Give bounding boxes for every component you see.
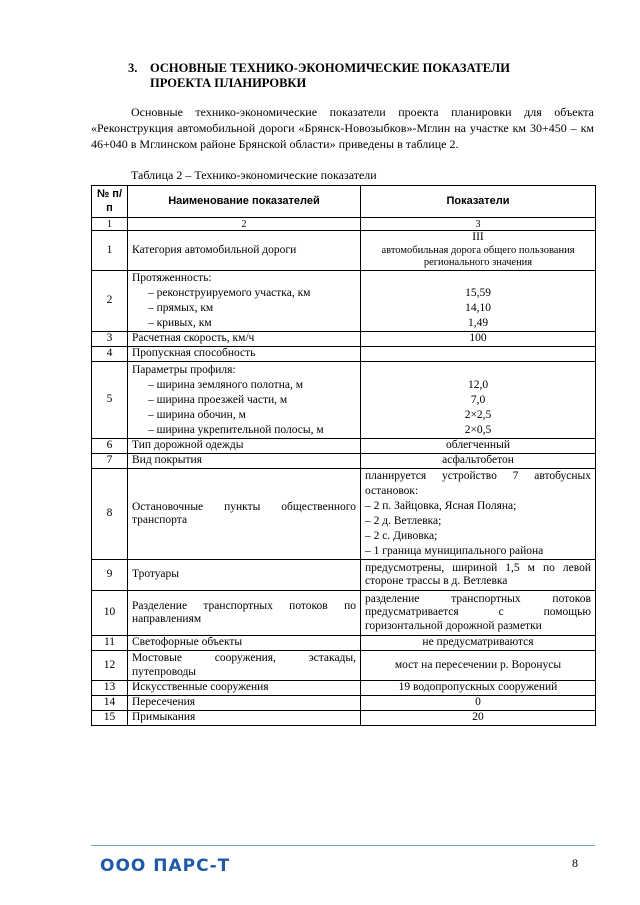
row-name: Тротуары bbox=[128, 560, 361, 591]
row-name: Разделение транспортных потоков по направлениям bbox=[128, 591, 361, 636]
row-name: Светофорные объекты bbox=[128, 636, 361, 651]
row-subvalue: – 1 граница муниципального района bbox=[365, 545, 544, 557]
row-value: предусмотрены, шириной 1,5 м по левой стороне трассы в д. Ветлевка bbox=[361, 560, 596, 591]
intro-paragraph: Основные технико-экономические показатели проекта планировки для объекта «Реконструкция автомобильной дороги «Брянск-Новозыбков»-Мглин на участке км 30+450 – км 46+040 в Мглинском районе Брянской области» приведены в таблице 2. bbox=[91, 105, 594, 151]
row-value-intro: планируется устройство 7 автобусных остановок: bbox=[365, 470, 591, 497]
row-value: разделение транспортных потоков предусматривается с помощью горизонтальной дорожной разметки bbox=[361, 591, 596, 636]
row-name: Категория автомобильной дороги bbox=[128, 231, 361, 271]
page-number: 8 bbox=[572, 856, 578, 870]
table-row bbox=[92, 681, 596, 696]
row-subitem: – прямых, км bbox=[148, 302, 214, 314]
row-subitem: – ширина земляного полотна, м bbox=[148, 378, 303, 391]
table-row bbox=[92, 560, 596, 591]
row-subvalue: 2×2,5 bbox=[464, 408, 492, 421]
row-name bbox=[128, 362, 361, 439]
section-number: 3. bbox=[128, 61, 138, 75]
row-name: Примыкания bbox=[128, 711, 361, 726]
row-value: 0 bbox=[361, 696, 596, 711]
row-subvalue: 15,59 bbox=[465, 287, 491, 299]
table-row bbox=[92, 696, 596, 711]
row-value: 19 водопропускных сооружений bbox=[361, 681, 596, 696]
row-value: асфальтобетон bbox=[361, 454, 596, 469]
row-subitem: – ширина проезжей части, м bbox=[148, 393, 288, 406]
header-name: Наименование показателей bbox=[128, 186, 361, 218]
footer-divider bbox=[91, 845, 595, 846]
table-row bbox=[92, 454, 596, 469]
row-subvalue: 14,10 bbox=[465, 302, 491, 314]
table-row bbox=[92, 362, 596, 439]
row-subvalue: 12,0 bbox=[467, 378, 489, 391]
section-title-line1: ОСНОВНЫЕ ТЕХНИКО-ЭКОНОМИЧЕСКИЕ ПОКАЗАТЕЛИ bbox=[150, 61, 510, 75]
table-row bbox=[92, 231, 596, 271]
row-value bbox=[361, 347, 596, 362]
table-row bbox=[92, 636, 596, 651]
company-logo: ООО ПАРС-Т bbox=[100, 856, 231, 876]
table-header-row bbox=[92, 186, 596, 218]
row-number: 8 bbox=[92, 469, 128, 560]
row-value: мост на пересечении р. Воронусы bbox=[361, 651, 596, 681]
row-name: Пересечения bbox=[128, 696, 361, 711]
row-number: 1 bbox=[92, 231, 128, 271]
table-row bbox=[92, 591, 596, 636]
table-row bbox=[92, 332, 596, 347]
table-row bbox=[92, 271, 596, 332]
index-cell: 3 bbox=[361, 218, 596, 231]
row-number: 15 bbox=[92, 711, 128, 726]
row-subvalue: – 2 с. Дивовка; bbox=[365, 530, 438, 542]
index-cell: 1 bbox=[92, 218, 128, 231]
row-value bbox=[361, 231, 596, 271]
row-value bbox=[361, 469, 596, 560]
row-name bbox=[128, 271, 361, 332]
table-row bbox=[92, 651, 596, 681]
table-row bbox=[92, 469, 596, 560]
row-value: облегченный bbox=[361, 439, 596, 454]
row-number: 3 bbox=[92, 332, 128, 347]
table-row bbox=[92, 347, 596, 362]
row-subvalue: – 2 д. Ветлевка; bbox=[365, 515, 442, 527]
row-number: 9 bbox=[92, 560, 128, 591]
row-number: 6 bbox=[92, 439, 128, 454]
row-subitem: – кривых, км bbox=[148, 317, 212, 329]
table-row bbox=[92, 711, 596, 726]
row-value bbox=[361, 271, 596, 332]
row-number: 14 bbox=[92, 696, 128, 711]
row-name: Расчетная скорость, км/ч bbox=[128, 332, 361, 347]
row-name: Пропускная способность bbox=[128, 347, 361, 362]
row-number: 10 bbox=[92, 591, 128, 636]
row-name: Остановочные пункты общественного транспорта bbox=[128, 469, 361, 560]
row-subitem: – ширина обочин, м bbox=[148, 408, 246, 421]
row-subvalue: 1,49 bbox=[467, 317, 489, 329]
row-value: не предусматриваются bbox=[361, 636, 596, 651]
row-name: Мостовые сооружения, эстакады, путепроводы bbox=[128, 651, 361, 681]
index-cell: 2 bbox=[128, 218, 361, 231]
row-name: Тип дорожной одежды bbox=[128, 439, 361, 454]
row-value: 20 bbox=[361, 711, 596, 726]
header-number: № п/п bbox=[92, 186, 128, 218]
row-number: 13 bbox=[92, 681, 128, 696]
table-index-row bbox=[92, 218, 596, 231]
row-name-title: Протяженность: bbox=[132, 272, 212, 284]
row-subvalue: 2×0,5 bbox=[464, 423, 492, 436]
header-values: Показатели bbox=[361, 186, 596, 218]
row-number: 5 bbox=[92, 362, 128, 439]
table-row bbox=[92, 439, 596, 454]
indicators-table bbox=[91, 185, 596, 726]
row-number: 11 bbox=[92, 636, 128, 651]
row-name-title: Параметры профиля: bbox=[132, 363, 236, 376]
row-subvalue: – 2 п. Зайцовка, Ясная Поляна; bbox=[365, 500, 517, 512]
row-subitem: – реконструируемого участка, км bbox=[148, 287, 311, 299]
row-number: 4 bbox=[92, 347, 128, 362]
row-subvalue: 7,0 bbox=[470, 393, 486, 406]
row-number: 7 bbox=[92, 454, 128, 469]
row-number: 12 bbox=[92, 651, 128, 681]
row-name: Вид покрытия bbox=[128, 454, 361, 469]
table-caption: Таблица 2 – Технико-экономические показатели bbox=[131, 168, 377, 182]
row-name: Искусственные сооружения bbox=[128, 681, 361, 696]
row-number: 2 bbox=[92, 271, 128, 332]
section-title-line2: ПРОЕКТА ПЛАНИРОВКИ bbox=[150, 76, 307, 90]
row-subitem: – ширина укрепительной полосы, м bbox=[148, 423, 324, 436]
road-category-desc: автомобильная дорога общего пользования регионального значения bbox=[381, 244, 575, 269]
row-value: 100 bbox=[361, 332, 596, 347]
road-category: III bbox=[472, 231, 484, 244]
row-value bbox=[361, 362, 596, 439]
